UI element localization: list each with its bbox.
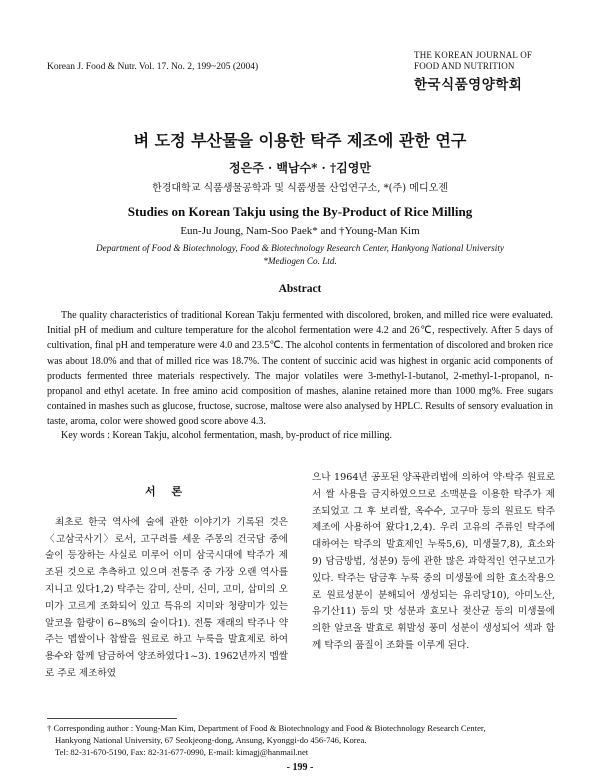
journal-name-en-2: FOOD AND NUTRITION [414,61,515,71]
footnote [47,722,553,759]
journal-masthead [414,50,554,93]
intro-paragraph-right: 으나 1964년 공포된 양곡관리법에 의하여 약·탁주 원료로서 쌀 사용을 금지하였으므로 소맥분을 이용한 탁주가 제조되었고 그 후 보리쌀, 옥수수, 고구마 등의 원료도 탁주 제조에 사용하여 왔다1,2,4). 우리 고유의 주류인 탁주에 대하여는 탁주의 발효제인 누룩5,6), 미생물7,8), 효소와9) 담금방법, 성분9) 등에 관한 많은 과학적인 연구보고가 있다. 탁주는 담금후 누룩 중의 미생물에 의한 효소작용으로 원료성분이 분해되어 생성되는 유리당10), 아미노산, 유기산11) 등의 맛 성분과 효모나 젖산균 등의 미생물에 의한 알코올 발효로 휘발성 풍미 성분이 생성되어 색과 함께 탁주의 품질이 조화를 이루게 된다. [312,472,555,651]
journal-name-en-1: THE KOREAN JOURNAL OF [414,50,533,60]
authors-english: Eun-Ju Joung, Nam-Soo Paek* and †Young-Man Kim [180,225,420,237]
left-column [45,470,288,683]
abstract-heading: Abstract [278,283,322,295]
journal-name-ko: 한국식품영양학회 [414,77,523,92]
footnote-line-1: † Corresponding author : Young-Man Kim, Department of Food & Biotechnology and Food & Biotechnology Research Center, [47,723,486,733]
intro-paragraph-left: 최초로 한국 역사에 술에 관한 이야기가 기록된 것은 〈고삼국사기〉로서, 고구려를 세운 주몽의 건국담 중에 술이 등장하는 사실로 미루어 이미 삼국시대에 탁주가 제조된 것으로 추측하고 있으며 전통주 중 가장 오랜 역사를 지니고 있다1,2) 탁주는 감미, 산미, 신미, 고미, 삽미의 오미가 고르게 조화되어 있고 특유의 지미와 청량미가 있는 알코올 함량이 6~8%의 술이다1). 전통 재래의 탁주나 약주는 멥쌀이나 찹쌀을 원료로 하고 누룩을 발효제로 하여 용수와 함께 담금하여 양조하였다1~3). 1962년까지 멥쌀로 주로 제조하였 [45,516,288,679]
title-korean: 벼 도정 부산물을 이용한 탁주 제조에 관한 연구 [133,131,467,150]
authors-korean: 정은주 · 백남수* · †김영만 [229,161,371,175]
footnote-rule [47,718,177,719]
affiliation-english: Department of Food & Biotechnology, Food & Biotechnology Research Center, Hankyong National University [96,243,504,253]
keywords: Key words : Korean Takju, alcohol fermentation, mash, by-product of rice milling. [61,430,392,441]
footnote-line-3: Tel: 82-31-670-5190, Fax: 82-31-677-0990, E-mail: kimagj@hanmail.net [55,747,309,758]
section-heading: 서 론 [144,485,189,498]
footnote-line-2: Hankyong National University, 67 Seokjeong-dong, Ansung, Kyonggi-do 456-746, Korea. [55,735,367,746]
affiliation-korean: 한경대학교 식품생물공학과 및 식품생물 산업연구소, *(주) 메디오젠 [152,183,448,194]
page-number: - 199 - [286,762,314,773]
abstract-body: The quality characteristics of traditional Korean Takju fermented with discolored, broken, and milled rice were evaluated. Initial pH of medium and culture temperature for the alcohol fermentation were 4.2 and 26℃, respectively. After 5 days of cultivation, final pH and temperature were 4.0 and 23.5℃. The alcohol contents in fermentation of discolored and broken rice was about 18.0% and that of milled rice was 18.7%. The content of succinic acid was highest in organic acid components of products fermented three materials respectively. The major volatiles were 3-methyl-1-butanol, 2-methyl-1-propanol, n-propanol and ethyl acetate. In free amino acid composition of mashes, alanine retained more than 1000 mg%. Free sugars contained in mashes such as glucose, fructose, sucrose, maltose were also analysed by HPLC. Results of sensory evaluation in taste, aroma, color were showed good score above 4.3. [47,310,553,428]
affiliation-english-2: *Mediogen Co. Ltd. [263,256,337,266]
right-column [312,470,555,655]
title-english: Studies on Korean Takju using the By-Product of Rice Milling [127,204,473,219]
citation: Korean J. Food & Nutr. Vol. 17. No. 2, 199~205 (2004) [47,62,259,72]
